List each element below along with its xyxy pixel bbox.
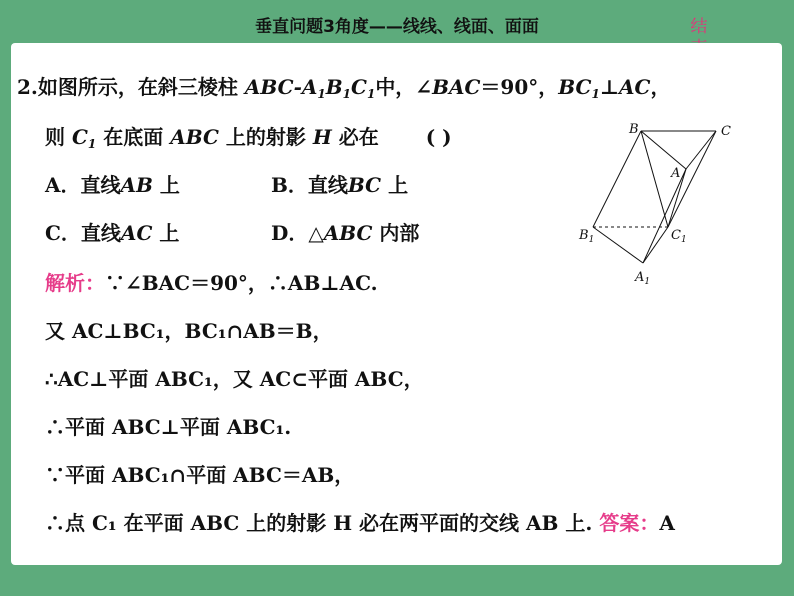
option-c[interactable]: C．直线AC 上	[45, 221, 180, 245]
answer-label: 答案：	[599, 511, 660, 535]
edge-ac	[686, 131, 716, 169]
question-text: 在底面	[103, 125, 164, 149]
angle-value: ＝90°，	[480, 75, 559, 99]
solution-line-6	[45, 511, 675, 535]
solution-line-5: ∵平面 ABC₁∩平面 ABC＝AB，	[45, 463, 355, 487]
solution-text: ∵∠BAC＝90°，∴AB⊥AC.	[105, 271, 378, 295]
label-a: A	[671, 166, 681, 181]
edge-b1a1	[593, 227, 643, 263]
end-button[interactable]: 结	[690, 17, 708, 37]
question-text: 则	[45, 125, 65, 149]
solution-line-2: 又 AC⊥BC₁，BC₁∩AB＝B，	[45, 319, 333, 343]
content-panel	[11, 43, 782, 565]
solution-label: 解析：	[45, 271, 105, 295]
ac-label: AC	[619, 75, 651, 99]
option-a[interactable]: A．直线AB 上	[45, 173, 180, 197]
solution-text: ∴点 C₁ 在平面 ABC 上的射影 H 必在两平面的交线 AB 上.	[45, 511, 593, 535]
label-c: C	[721, 124, 731, 139]
bc1-label: $BC_1$	[558, 75, 600, 101]
prism-label: ABC-$A_1B_1C_1$	[244, 75, 376, 101]
edge-bb1	[593, 131, 641, 227]
question-text-1: 如图所示，在斜三棱柱	[37, 75, 238, 99]
edge-a1c1	[643, 227, 668, 263]
c1-label: $C_1$	[71, 125, 97, 151]
question-text-2: 中，∠	[375, 75, 433, 99]
answer-blank: ( )	[425, 125, 452, 149]
prism-figure	[573, 121, 753, 321]
question-text: 上的射影	[225, 125, 306, 149]
question-text: 必在	[338, 125, 379, 149]
abc-label: ABC	[170, 125, 219, 149]
page-title: 垂直问题3角度——线线、线面、面面	[255, 17, 539, 37]
solution-line-3: ∴AC⊥平面 ABC₁，又 AC⊂平面 ABC，	[45, 367, 424, 391]
solution-line-1	[45, 271, 378, 295]
perp-symbol: ⊥	[599, 75, 620, 99]
edge-ba	[641, 131, 686, 169]
question-number: 2.	[17, 75, 38, 99]
angle-label: BAC	[432, 75, 481, 99]
option-d[interactable]: D．△ABC 内部	[271, 221, 420, 245]
answer-value: A	[659, 511, 675, 535]
label-b: B	[629, 122, 639, 137]
h-label: H	[312, 125, 332, 149]
option-b[interactable]: B．直线BC 上	[271, 173, 409, 197]
edge-bc1	[641, 131, 668, 227]
question-line-1	[17, 75, 670, 106]
label-b1: $B_1$	[579, 228, 595, 245]
question-line-2	[45, 125, 452, 156]
label-c1: $C_1$	[671, 228, 687, 245]
solution-line-4: ∴平面 ABC⊥平面 ABC₁.	[45, 415, 292, 439]
question-comma: ，	[650, 75, 671, 99]
label-a1: $A_1$	[635, 270, 651, 287]
